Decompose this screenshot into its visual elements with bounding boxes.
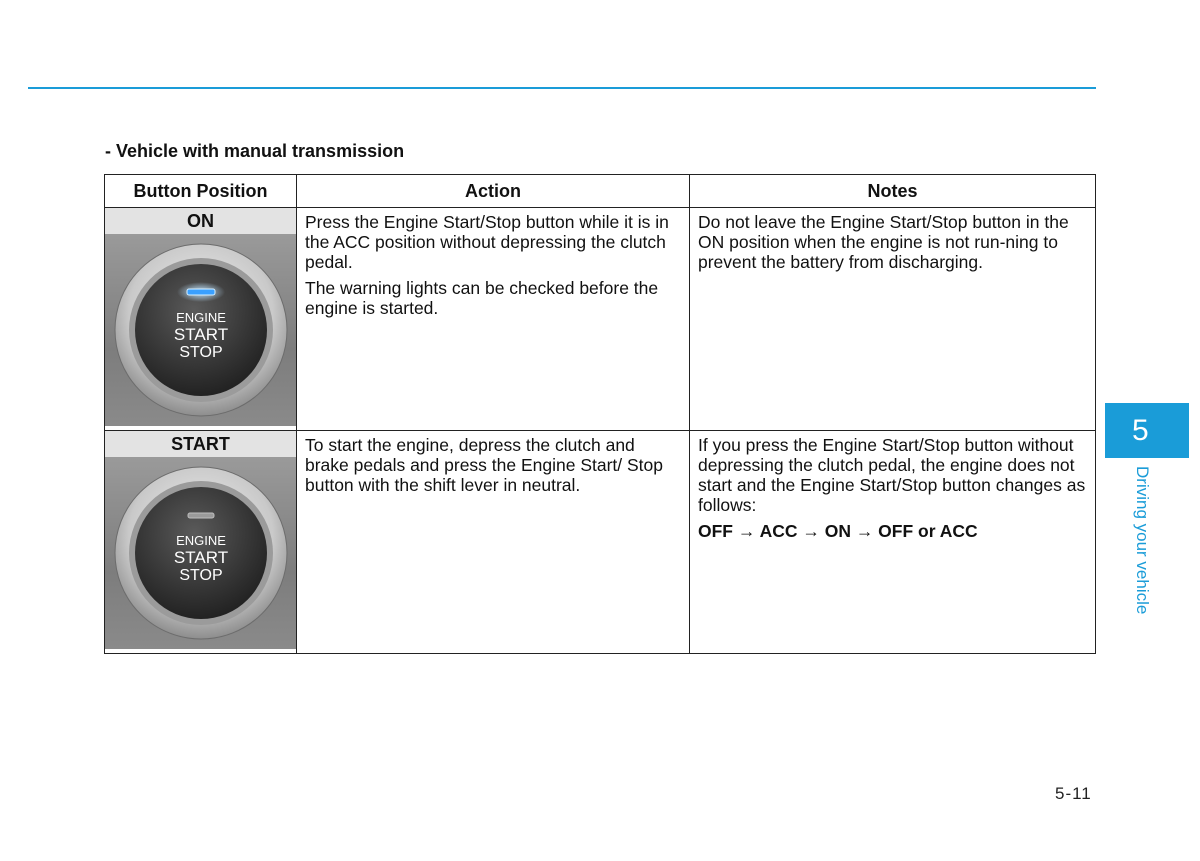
notes-cell <box>690 431 1096 654</box>
position-cell <box>105 208 297 431</box>
engine-start-stop-button-icon <box>111 240 291 420</box>
button-text-start: START <box>173 548 228 567</box>
table-row <box>105 208 1096 431</box>
button-text-engine: ENGINE <box>175 310 226 325</box>
button-text-engine: ENGINE <box>175 533 226 548</box>
button-text-start: START <box>173 325 228 344</box>
table-row <box>105 431 1096 654</box>
engine-button-image-on <box>105 234 296 426</box>
notes-cell <box>690 208 1096 431</box>
action-text: Press the Engine Start/Stop button while it is in the ACC position without depressing the clutch pedal. <box>305 212 669 272</box>
engine-start-stop-button-icon <box>111 463 291 643</box>
button-text-stop: STOP <box>178 567 223 584</box>
section-heading: - Vehicle with manual transmission <box>105 141 405 161</box>
position-label: ON <box>105 208 296 234</box>
header-button-position: Button Position <box>105 175 297 208</box>
header-notes: Notes <box>690 175 1096 208</box>
action-cell <box>297 431 690 654</box>
action-text: The warning lights can be checked before the engine is started. <box>305 278 659 318</box>
action-cell <box>297 208 690 431</box>
notes-text: If you press the Engine Start/Stop button without depressing the clutch pedal, the engine does not start and the Engine Start/Stop button changes as follows: <box>698 435 1086 515</box>
position-cell <box>105 431 297 654</box>
page-number: 5-11 <box>1055 784 1092 803</box>
button-position-table <box>104 174 1096 654</box>
position-label: START <box>105 431 296 457</box>
state-sequence: OFF → ACC → ON → OFF or ACC <box>698 521 978 541</box>
chapter-caption: Driving your vehicle <box>1133 466 1152 615</box>
action-text: To start the engine, depress the clutch and brake pedals and press the Engine Start/ Stop button with the shift lever in neutral. <box>305 435 664 495</box>
button-text-stop: STOP <box>178 344 223 361</box>
engine-button-image-start <box>105 457 296 649</box>
top-rule <box>28 87 1096 89</box>
chapter-tab: 5 <box>1105 403 1189 458</box>
notes-text: Do not leave the Engine Start/Stop button in the ON position when the engine is not run-ning to prevent the battery from discharging. <box>698 212 1069 272</box>
header-action: Action <box>297 175 690 208</box>
table-header-row <box>105 175 1096 208</box>
